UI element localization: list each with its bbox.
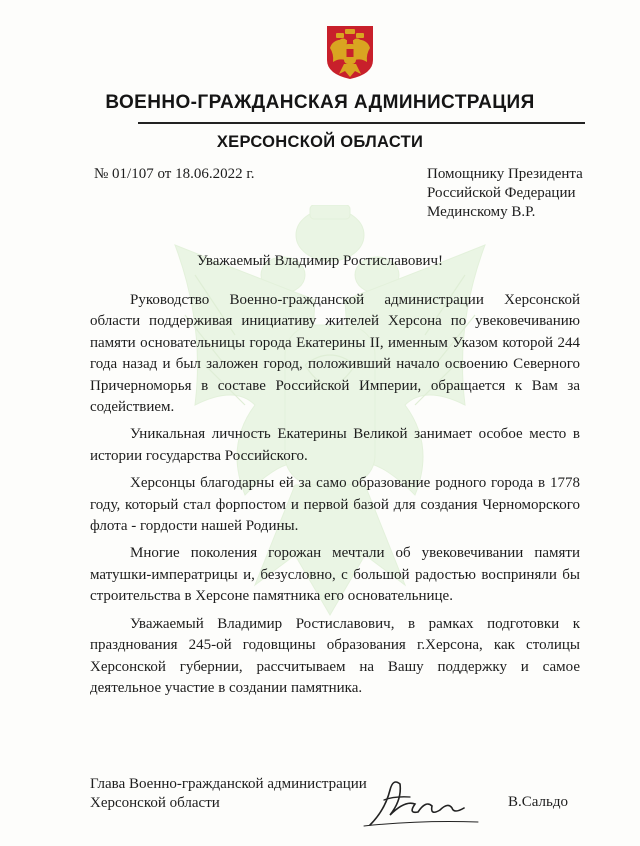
handwritten-signature-icon [360, 770, 480, 830]
organization-region: ХЕРСОНСКОЙ ОБЛАСТИ [216, 133, 424, 151]
organization-name: ВОЕННО-ГРАЖДАНСКАЯ АДМИНИСТРАЦИЯ [105, 92, 535, 113]
document-number: № 01/107 от 18.06.2022 г. [94, 166, 255, 182]
body-paragraph: Многие поколения горожан мечтали об увековечивании памяти матушки-императрицы и, безусловно, с большой радостью восприняли бы строительства в Херсоне памятника его основательнице. [90, 545, 580, 605]
body-paragraph: Руководство Военно-гражданской администрации Херсонской области поддерживая инициативу жителей Херсона по увековечиванию памяти основательницы города Екатерины II, именным Указом которой 244 года назад и был заложен город, положивший начало освоению Северного Причерноморья в составе Российской Империи, обращается к Вам за содействием. [90, 292, 580, 416]
salutation: Уважаемый Владимир Ростиславович! [196, 253, 444, 269]
signatory-title-line: Херсонской области [90, 795, 220, 811]
signatory-name: В.Сальдо [508, 794, 569, 810]
russian-coat-of-arms-icon [325, 24, 375, 80]
recipient-line: Российской Федерации [427, 185, 576, 201]
letter-body [90, 290, 580, 705]
recipient-line: Помощнику Президента [427, 166, 583, 182]
signatory-title [90, 775, 367, 813]
body-paragraph: Уважаемый Владимир Ростиславович, в рамках подготовки к празднования 245-ой годовщины образования г.Херсона, как столицы Херсонской губернии, рассчитываем на Вашу поддержку и самое деятельное участие в создании памятника. [90, 615, 580, 696]
body-paragraph: Херсонцы благодарны ей за само образование родного города в 1778 году, который стал форпостом и первой базой для создания Черноморского флота - гордости нашей Родины. [90, 475, 580, 535]
body-paragraph: Уникальная личность Екатерины Великой занимает особое место в истории государства Российского. [90, 426, 580, 464]
recipient-block [427, 165, 583, 222]
recipient-line: Мединскому В.Р. [427, 204, 536, 220]
header-rule [138, 122, 585, 124]
signatory-title-line: Глава Военно-гражданской администрации [90, 776, 367, 792]
